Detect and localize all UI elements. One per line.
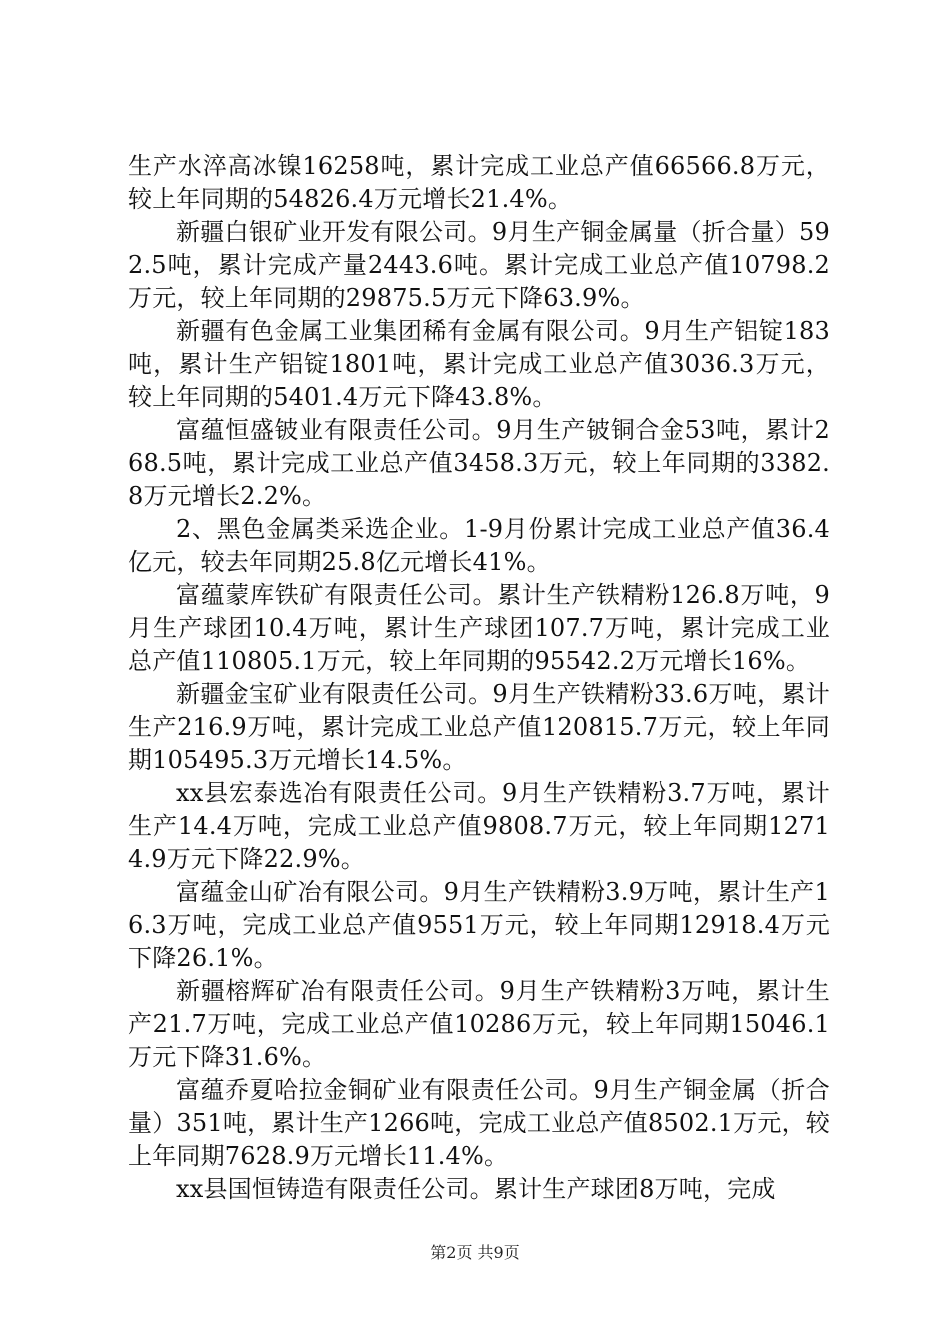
paragraph-12: xx县国恒铸造有限责任公司。累计生产球团8万吨，完成 <box>176 1175 776 1203</box>
paragraph-7: 新疆金宝矿业有限责任公司。9月生产铁精粉33.6万吨，累计生产216.9万吨，累计完成工业总产值120815.7万元，较上年同期105495.3万元增长14.5%。 <box>128 680 830 774</box>
page-footer: 第2页 共9页 <box>430 1243 520 1262</box>
paragraph-9: 富蕴金山矿冶有限公司。9月生产铁精粉3.9万吨，累计生产16.3万吨，完成工业总产值9551万元，较上年同期12918.4万元下降26.1%。 <box>128 878 830 972</box>
paragraph-3: 新疆有色金属工业集团稀有金属有限公司。9月生产铝锭183吨，累计生产铝锭1801吨，累计完成工业总产值3036.3万元，较上年同期的5401.4万元下降43.8%。 <box>128 317 830 411</box>
paragraph-5: 2、黑色金属类采选企业。1-9月份累计完成工业总产值36.4亿元，较去年同期25.8亿元增长41%。 <box>128 515 830 576</box>
paragraph-6: 富蕴蒙库铁矿有限责任公司。累计生产铁精粉126.8万吨，9月生产球团10.4万吨，累计生产球团107.7万吨，累计完成工业总产值110805.1万元，较上年同期的95542.2万元增长16%。 <box>128 581 830 675</box>
paragraph-10: 新疆榕辉矿冶有限责任公司。9月生产铁精粉3万吨，累计生产21.7万吨，完成工业总产值10286万元，较上年同期15046.1万元下降31.6%。 <box>128 977 830 1071</box>
paragraph-11: 富蕴乔夏哈拉金铜矿业有限责任公司。9月生产铜金属（折合量）351吨，累计生产1266吨，完成工业总产值8502.1万元，较上年同期7628.9万元增长11.4%。 <box>128 1076 830 1170</box>
paragraph-2: 新疆白银矿业开发有限公司。9月生产铜金属量（折合量）592.5吨，累计完成产量2443.6吨。累计完成工业总产值10798.2万元，较上年同期的29875.5万元下降63.9%。 <box>128 218 830 312</box>
paragraph-1: 生产水淬高冰镍16258吨，累计完成工业总产值66566.8万元，较上年同期的54826.4万元增长21.4%。 <box>128 152 830 213</box>
paragraph-8: xx县宏泰选冶有限责任公司。9月生产铁精粉3.7万吨，累计生产14.4万吨，完成工业总产值9808.7万元，较上年同期12714.9万元下降22.9%。 <box>128 779 830 873</box>
document-body <box>128 150 830 1206</box>
paragraph-4: 富蕴恒盛铍业有限责任公司。9月生产铍铜合金53吨，累计268.5吨，累计完成工业总产值3458.3万元，较上年同期的3382.8万元增长2.2%。 <box>128 416 830 510</box>
